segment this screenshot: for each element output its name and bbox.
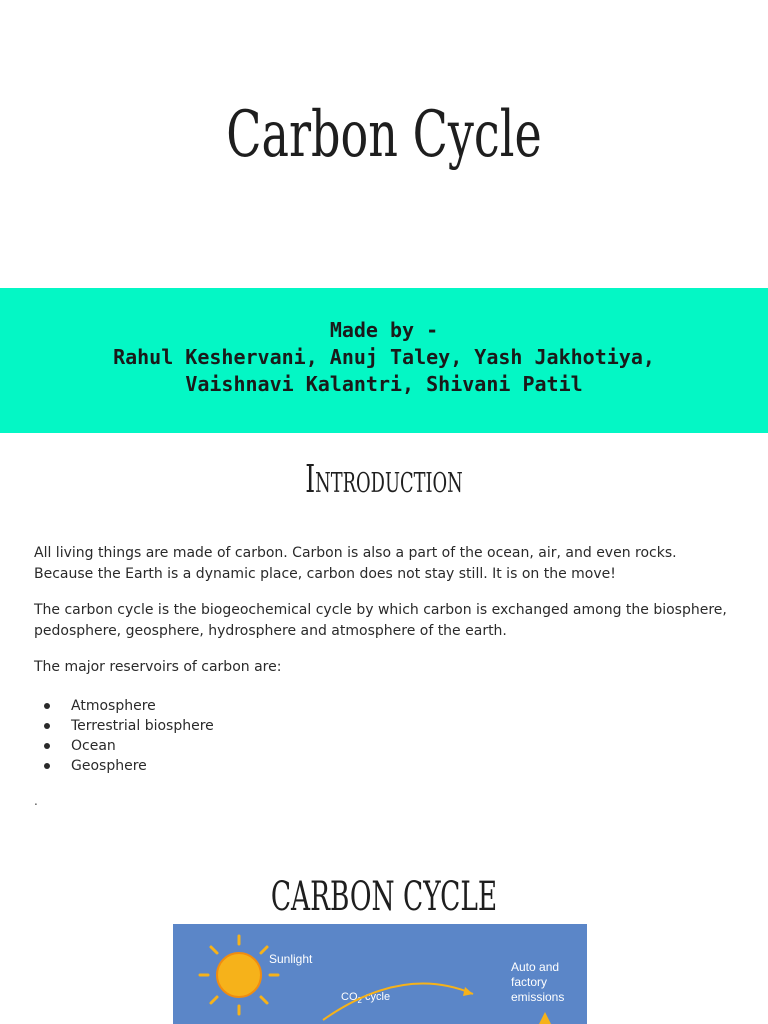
authors-banner — [0, 288, 768, 433]
bullet-icon — [44, 743, 50, 749]
emissions-label-3: emissions — [511, 990, 565, 1004]
sunlight-label: Sunlight — [269, 952, 313, 966]
carbon-cycle-diagram — [173, 924, 587, 1024]
intro-paragraph-1: All living things are made of carbon. Carbon is also a part of the ocean, air, and even rocks. Because the Earth is a dynamic place, carbon does not stay still. It is on the move! — [34, 545, 677, 582]
emissions-label-2: factory — [511, 975, 548, 989]
authors-line-1: Rahul Keshervani, Anuj Taley, Yash Jakhotiya, — [113, 345, 655, 369]
reservoir-list — [34, 696, 214, 776]
page-title: Carbon Cycle — [226, 98, 542, 172]
stray-dot: . — [34, 794, 38, 808]
list-item: Atmosphere — [34, 696, 214, 716]
intro-paragraph-2: The carbon cycle is the biogeochemical cycle by which carbon is exchanged among the biosphere, pedosphere, geosphere, hydrosphere and atmosphere of the earth. — [34, 602, 727, 639]
bullet-icon — [44, 723, 50, 729]
list-item: Ocean — [34, 736, 214, 756]
authors-line-2: Vaishnavi Kalantri, Shivani Patil — [185, 372, 583, 396]
diagram-svg — [173, 924, 587, 1024]
intro-paragraph-3: The major reservoirs of carbon are: — [34, 659, 282, 675]
carbon-cycle-heading: CARBON CYCLE — [270, 874, 498, 920]
made-by-label: Made by - — [329, 318, 439, 342]
bullet-icon — [44, 763, 50, 769]
list-item: Geosphere — [34, 756, 214, 776]
co2-cycle-label: $CO_2$ cycle — [341, 991, 391, 1005]
introduction-heading: Introduction — [305, 457, 463, 501]
bullet-icon — [44, 703, 50, 709]
emissions-label-1: Auto and — [511, 960, 560, 974]
list-item: Terrestrial biosphere — [34, 716, 214, 736]
